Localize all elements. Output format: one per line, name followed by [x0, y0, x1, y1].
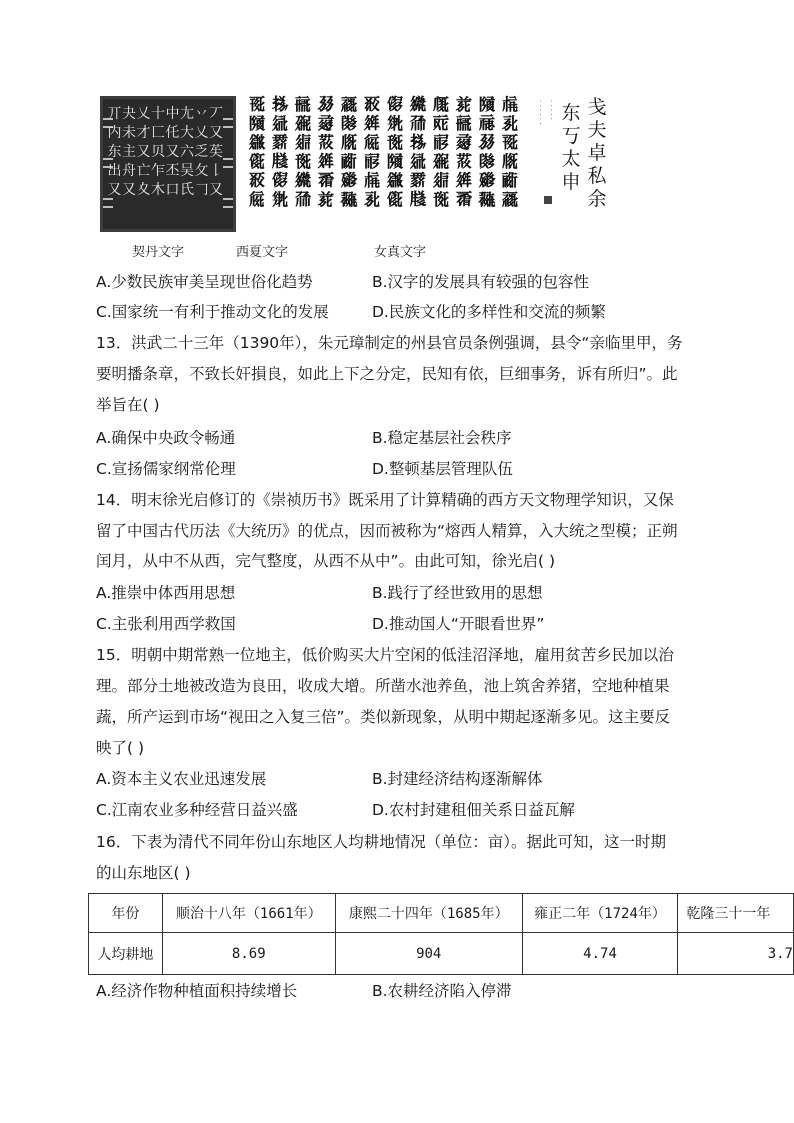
xixia-glyph: 𗉋: [317, 95, 335, 115]
xixia-glyph: 𗅲: [432, 95, 450, 115]
q14-option-d: D.推动国人“开眼看世界”: [372, 615, 545, 633]
table-header-cell: 顺治十八年（1661年）: [162, 894, 335, 933]
xixia-glyph: 𗂆: [478, 152, 496, 172]
khitan-glyph: 六: [180, 144, 194, 160]
khitan-glyph: 又: [136, 144, 151, 160]
khitan-glyph: 亡: [136, 163, 151, 179]
khitan-glyph: 尢: [180, 106, 194, 122]
xixia-glyph: 𗹙: [501, 190, 519, 210]
slab-edge-mark: [103, 198, 113, 208]
q14-option-b: B.践行了经世致用的思想: [372, 584, 543, 602]
khitan-glyph: 夊: [136, 182, 151, 198]
q15-stem-line-3: 蔬，所产运到市场“视田之入复三倍”。类似新现象，从明中期起逐渐多见。这主要反: [96, 708, 671, 726]
khitan-glyph: 乍: [151, 163, 165, 179]
xixia-glyph-column: [247, 96, 267, 210]
q12-option-c: C.国家统一有利于推动文化的发展: [96, 303, 329, 321]
table-header-cell: 乾隆三十一年: [678, 894, 794, 933]
jurchen-glyph-column: [586, 96, 608, 211]
khitan-glyph: 又: [209, 125, 223, 141]
inscription-small-text-2: · · · · ·: [547, 100, 555, 121]
xixia-glyph: 𗐱: [317, 190, 335, 210]
xixia-glyph-column: [316, 96, 336, 210]
q12-option-b: B.汉字的发展具有较强的包容性: [372, 273, 590, 291]
jurchen-glyph: 戋: [587, 96, 607, 118]
khitan-glyph: 仛: [165, 125, 180, 141]
q13-option-c: C.宣扬儒家纲常伦理: [96, 460, 236, 478]
xixia-glyph: 𗂧: [386, 152, 404, 172]
jurchen-glyph: 丂: [561, 125, 581, 147]
q15-option-d: D.农村封建租佃关系日益瓦解: [372, 801, 575, 819]
xixia-glyph: 𗚛: [317, 133, 335, 153]
q12-option-a: A.少数民族审美呈现世俗化趋势: [96, 273, 313, 291]
xixia-glyph: 𗤶: [317, 152, 335, 172]
xixia-glyph: 𗍊: [386, 133, 404, 153]
khitan-glyph-column: [121, 106, 137, 199]
xixia-glyph: 𗀗: [363, 95, 381, 115]
xixia-glyph: 𗅋: [501, 152, 519, 172]
xixia-glyph: 𗇫: [455, 133, 473, 153]
khitan-script-rubbing: [100, 96, 236, 232]
jurchen-glyph: 余: [587, 188, 607, 210]
khitan-glyph: 口: [165, 182, 180, 198]
khitan-glyph-column: [107, 106, 123, 199]
xixia-glyph: 𗍊: [432, 190, 450, 210]
xixia-glyph: 𗠁: [340, 152, 358, 172]
jurchen-glyph-column: [560, 102, 582, 194]
table-cell: 8.69: [162, 933, 335, 975]
xixia-glyph: 𗀗: [248, 171, 266, 191]
table-header-cell: 康熙二十四年（1685年）: [335, 894, 522, 933]
xixia-glyph: 𗃭: [248, 152, 266, 172]
khitan-glyph: 大: [180, 125, 194, 141]
table-cell: 4.74: [522, 933, 678, 975]
khitan-glyph: 夬: [122, 106, 136, 122]
khitan-glyph: 𠃌: [194, 182, 209, 198]
khitan-glyph: 乂: [194, 125, 209, 141]
xixia-glyph: 𗎘: [501, 114, 519, 134]
jurchen-script-image: [560, 96, 640, 232]
khitan-glyph: 贝: [151, 144, 165, 160]
q12-option-d: D.民族文化的多样性和交流的频繁: [372, 303, 606, 321]
khitan-glyph: 丆: [209, 106, 223, 122]
xixia-glyph: 𗂧: [248, 114, 266, 134]
inscription-small-text-1: · · · · · ·: [536, 100, 544, 125]
xixia-glyph: 𗀔: [501, 133, 519, 153]
xixia-glyph: 𗤶: [363, 114, 381, 134]
xixia-glyph: 𗖵: [478, 190, 496, 210]
xixia-glyph: 𗟫: [455, 114, 473, 134]
xixia-glyph: 𗏁: [363, 133, 381, 153]
khitan-glyph: 氏: [180, 182, 194, 198]
khitan-glyph: 丕: [165, 163, 180, 179]
xixia-glyph: 𗫡: [386, 171, 404, 191]
xixia-glyph: 𗣼: [271, 114, 289, 134]
xixia-glyph-column: [362, 96, 382, 210]
q15-stem-line-2: 理。部分土地被改造为良田，收成大增。所凿水池养鱼，池上筑舍养猪，空地种植果: [96, 677, 670, 695]
slab-edge-mark: [223, 158, 233, 168]
xixia-glyph: 𗗙: [294, 190, 312, 210]
khitan-glyph-column: [136, 106, 152, 199]
xixia-glyph: 𗫨: [409, 95, 427, 115]
jurchen-glyph: 申: [561, 171, 581, 193]
xixia-glyph: 𗴿: [271, 133, 289, 153]
xixia-glyph: 𗗙: [409, 114, 427, 134]
khitan-glyph: 东: [107, 144, 122, 160]
xixia-glyph: 𗫡: [248, 133, 266, 153]
farmland-per-capita-table: [88, 893, 794, 975]
xixia-glyph: 𗃮: [386, 95, 404, 115]
q16-option-a: A.经济作物种植面积持续增长: [96, 982, 298, 1000]
xixia-glyph: 𗟲: [432, 133, 450, 153]
caption-khitan: 契丹文字: [132, 245, 185, 260]
xixia-glyph-column: [454, 96, 474, 210]
xixia-glyph: 𗀓: [455, 190, 473, 210]
xixia-glyph: 𗇫: [317, 114, 335, 134]
xixia-glyph: 𗘂: [294, 114, 312, 134]
xixia-glyph: 𗹦: [409, 190, 427, 210]
slab-edge-mark: [223, 198, 233, 208]
xixia-glyph: 𗣼: [409, 152, 427, 172]
khitan-glyph: 十: [151, 106, 165, 122]
q14-stem-line-2: 留了中国古代历法《大统历》的优点，因而被称为“熔西人精算，入大统之型模；正朔: [96, 522, 678, 540]
khitan-glyph: 内: [107, 125, 122, 141]
q14-stem-line-1: 14．明末徐光启修订的《崇祯历书》既采用了计算精确的西方天文物理学知识，又保: [96, 491, 674, 509]
khitan-glyph-column: [208, 106, 224, 199]
khitan-glyph: 吴: [180, 163, 194, 179]
khitan-glyph: 𠄌: [209, 163, 223, 179]
xixia-script-image: [246, 96, 526, 232]
q14-stem-line-3: 闰月，从中不从西，完气整度，从西不从中”。由此可知，徐光启( ): [96, 552, 556, 570]
xixia-glyph-column: [477, 96, 497, 210]
xixia-glyph: 𗈪: [409, 133, 427, 153]
xixia-glyph: 𗍊: [294, 152, 312, 172]
q13-stem-line-2: 要明播条章，不致长奸損良，如此上下之分定，民知有依，巨细事务，诉有所归”。此: [96, 365, 678, 383]
khitan-glyph-column: [194, 106, 210, 199]
table-header-cell: 年份: [89, 894, 163, 933]
khitan-glyph: 又: [165, 144, 180, 160]
q15-option-b: B.封建经济结构逐渐解体: [372, 770, 543, 788]
khitan-glyph: 主: [122, 144, 136, 160]
khitan-glyph: 又: [107, 182, 122, 198]
xixia-glyph-column: [270, 96, 290, 210]
table-cell: 人均耕地: [89, 933, 163, 975]
xixia-glyph: 𗘂: [432, 152, 450, 172]
table-cell: 904: [335, 933, 522, 975]
xixia-glyph: 𗃮: [271, 171, 289, 191]
q15-option-a: A.资本主义农业迅速发展: [96, 770, 267, 788]
khitan-glyph: 匸: [151, 125, 165, 141]
khitan-glyph: 才: [136, 125, 151, 141]
khitan-glyph: 丷: [194, 106, 209, 122]
khitan-glyph: 出: [107, 163, 122, 179]
xixia-glyph: 𗴿: [409, 171, 427, 191]
q13-option-d: D.整顿基层管理队伍: [372, 460, 513, 478]
xixia-glyph: 𗄊: [478, 114, 496, 134]
xixia-glyph: 𗹙: [340, 95, 358, 115]
khitan-glyph: 乏: [194, 144, 209, 160]
q14-option-a: A.推崇中体西用思想: [96, 584, 236, 602]
xixia-glyph: 𗫨: [294, 171, 312, 191]
xixia-glyph: 𗍫: [363, 171, 381, 191]
khitan-glyph-column: [179, 106, 195, 199]
xixia-glyph: 𗀔: [248, 95, 266, 115]
q13-stem-line-1: 13．洪武二十三年（1390年），朱元璋制定的州县官员条例强调，县令“亲临里甲，务: [96, 334, 683, 352]
xixia-glyph-column: [500, 96, 520, 210]
khitan-glyph-column: [165, 106, 181, 199]
q16-option-b: B.农耕经济陷入停滞: [372, 982, 512, 1000]
table-header-cell: 雍正二年（1724年）: [522, 894, 678, 933]
khitan-glyph-column: [150, 106, 166, 199]
xixia-glyph-column: [431, 96, 451, 210]
xixia-glyph-column: [339, 96, 359, 210]
xixia-glyph: 𗂧: [478, 95, 496, 115]
q13-option-a: A.确保中央政令畅通: [96, 429, 236, 447]
xixia-glyph: 𗊢: [271, 190, 289, 210]
table-row: [89, 933, 794, 975]
xixia-glyph: 𗹦: [271, 152, 289, 172]
slab-edge-mark: [223, 118, 233, 128]
table-cell: 3.7: [678, 933, 794, 975]
khitan-glyph: 中: [165, 106, 180, 122]
khitan-glyph: 木: [151, 182, 165, 198]
q15-option-c: C.江南农业多种经营日益兴盛: [96, 801, 298, 819]
jurchen-glyph: 太: [561, 148, 581, 170]
xixia-glyph-column: [293, 96, 313, 210]
xixia-glyph: 𗐱: [455, 95, 473, 115]
jurchen-glyph: 私: [587, 165, 607, 187]
q13-option-b: B.稳定基层社会秩序: [372, 429, 512, 447]
xixia-glyph: 𗟫: [294, 95, 312, 115]
xixia-glyph-column: [385, 96, 405, 210]
xixia-glyph: 𗍫: [501, 95, 519, 115]
xixia-glyph: 𗟲: [363, 152, 381, 172]
jurchen-glyph: 卓: [587, 142, 607, 164]
xixia-glyph: 𗂆: [340, 114, 358, 134]
xixia-glyph: 𗡪: [478, 171, 496, 191]
caption-xixia: 西夏文字: [236, 245, 289, 260]
q16-stem-line-1: 16．下表为清代不同年份山东地区人均耕地情况（单位：亩）。据此可知，这一时期: [96, 833, 666, 851]
khitan-glyph: 未: [122, 125, 136, 141]
q14-option-c: C.主张利用西学救国: [96, 615, 236, 633]
xixia-glyph: 𗖵: [340, 190, 358, 210]
xixia-glyph: 𗠁: [501, 171, 519, 191]
khitan-glyph: 攵: [194, 163, 209, 179]
khitan-glyph: 苵: [209, 144, 223, 160]
xixia-glyph: 𗤋: [294, 133, 312, 153]
q15-stem-line-1: 15．明朝中期常熟一位地主，低价购买大片空闲的低洼沼泽地，雇用贫苦乡民加以治: [96, 646, 674, 664]
xixia-glyph: 𗤶: [455, 171, 473, 191]
seal-stamp: [544, 196, 552, 204]
xixia-inscription-note: [536, 100, 558, 124]
khitan-glyph: 乂: [136, 106, 151, 122]
xixia-glyph: 𗠇: [432, 114, 450, 134]
q15-stem-line-4: 映了( ): [96, 739, 145, 757]
khitan-glyph: 舟: [122, 163, 136, 179]
xixia-glyph: 𗏁: [248, 190, 266, 210]
xixia-glyph: 𗀓: [317, 171, 335, 191]
q13-stem-line-3: 举旨在( ): [96, 396, 160, 414]
xixia-glyph: 𗊢: [386, 114, 404, 134]
khitan-glyph: 又: [209, 182, 223, 198]
table-header-row: [89, 894, 794, 933]
xixia-glyph: 𗎘: [363, 190, 381, 210]
xixia-glyph: 𗅋: [340, 133, 358, 153]
q16-stem-line-2: 的山东地区( ): [96, 864, 191, 882]
xixia-glyph: 𗤋: [432, 171, 450, 191]
xixia-glyph: 𗃭: [386, 190, 404, 210]
xixia-glyph: 𗡪: [340, 171, 358, 191]
khitan-glyph: 丌: [107, 106, 122, 122]
jurchen-glyph: 东: [561, 102, 581, 124]
jurchen-glyph: 夫: [587, 119, 607, 141]
khitan-glyph: 又: [122, 182, 136, 198]
xixia-glyph: 𗚛: [455, 152, 473, 172]
xixia-glyph-column: [408, 96, 428, 210]
xixia-glyph: 𗈪: [271, 95, 289, 115]
caption-jurchen: 女真文字: [374, 245, 427, 260]
xixia-glyph: 𗉋: [478, 133, 496, 153]
